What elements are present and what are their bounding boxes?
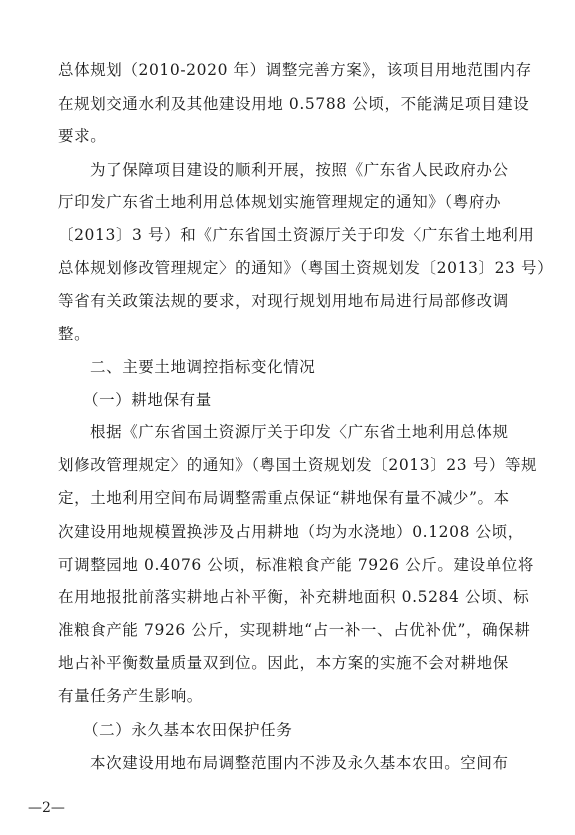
section-heading: 二、主要土地调控指标变化情况 — [90, 357, 316, 376]
paragraph-line: 总体规划修改管理规定〉的通知》（粤国土资规划发〔2013〕23 号） — [58, 259, 554, 278]
paragraph-line: 定，土地利用空间布局调整需重点保证“耕地保有量不减少”。本 — [58, 489, 510, 508]
paragraph-line: 地占补平衡数量质量双到位。因此，本方案的实施不会对耕地保 — [58, 654, 509, 673]
paragraph-line: 〔2013〕3 号）和《广东省国土资源厅关于印发〈广东省土地利用 — [58, 226, 535, 245]
paragraph-line: 有量任务产生影响。 — [58, 687, 203, 706]
paragraph-line: 在用地报批前落实耕地占补平衡，补充耕地面积 0.5284 公顷、标 — [58, 587, 530, 606]
paragraph-line: 可调整园地 0.4076 公顷，标准粮食产能 7926 公斤。建设单位将 — [58, 555, 534, 574]
paragraph-line: 要求。 — [58, 126, 107, 145]
paragraph-line: 准粮食产能 7926 公斤，实现耕地“占一补一、占优补优”，确保耕 — [58, 621, 531, 640]
paragraph-line: 划修改管理规定〉的通知》（粤国土资规划发〔2013〕23 号）等规 — [58, 456, 538, 475]
subsection-heading: （一）耕地保有量 — [83, 391, 212, 409]
subsection-heading: （二）永久基本农田保护任务 — [83, 720, 293, 739]
paragraph-line: 为了保障项目建设的顺利开展，按照《广东省人民政府办公 — [90, 160, 509, 179]
paragraph-line: 等省有关政策法规的要求，对现行规划用地布局进行局部修改调 — [58, 291, 509, 310]
paragraph-line: 根据《广东省国土资源厅关于印发〈广东省土地利用总体规 — [90, 423, 509, 442]
page-number: —2— — [28, 800, 65, 816]
paragraph-line: 厅印发广东省土地利用总体规划实施管理规定的通知》（粤府办 — [58, 193, 502, 212]
paragraph-line: 在规划交通水利及其他建设用地 0.5788 公顷，不能满足项目建设 — [58, 94, 530, 113]
paragraph-line: 整。 — [58, 324, 91, 343]
paragraph-line: 本次建设用地布局调整范围内不涉及永久基本农田。空间布 — [90, 753, 509, 772]
paragraph-line: 总体规划（2010-2020 年）调整完善方案》，该项目用地范围内存 — [58, 61, 532, 80]
paragraph-line: 次建设用地规模置换涉及占用耕地（均为水浇地）0.1208 公顷， — [58, 522, 524, 541]
